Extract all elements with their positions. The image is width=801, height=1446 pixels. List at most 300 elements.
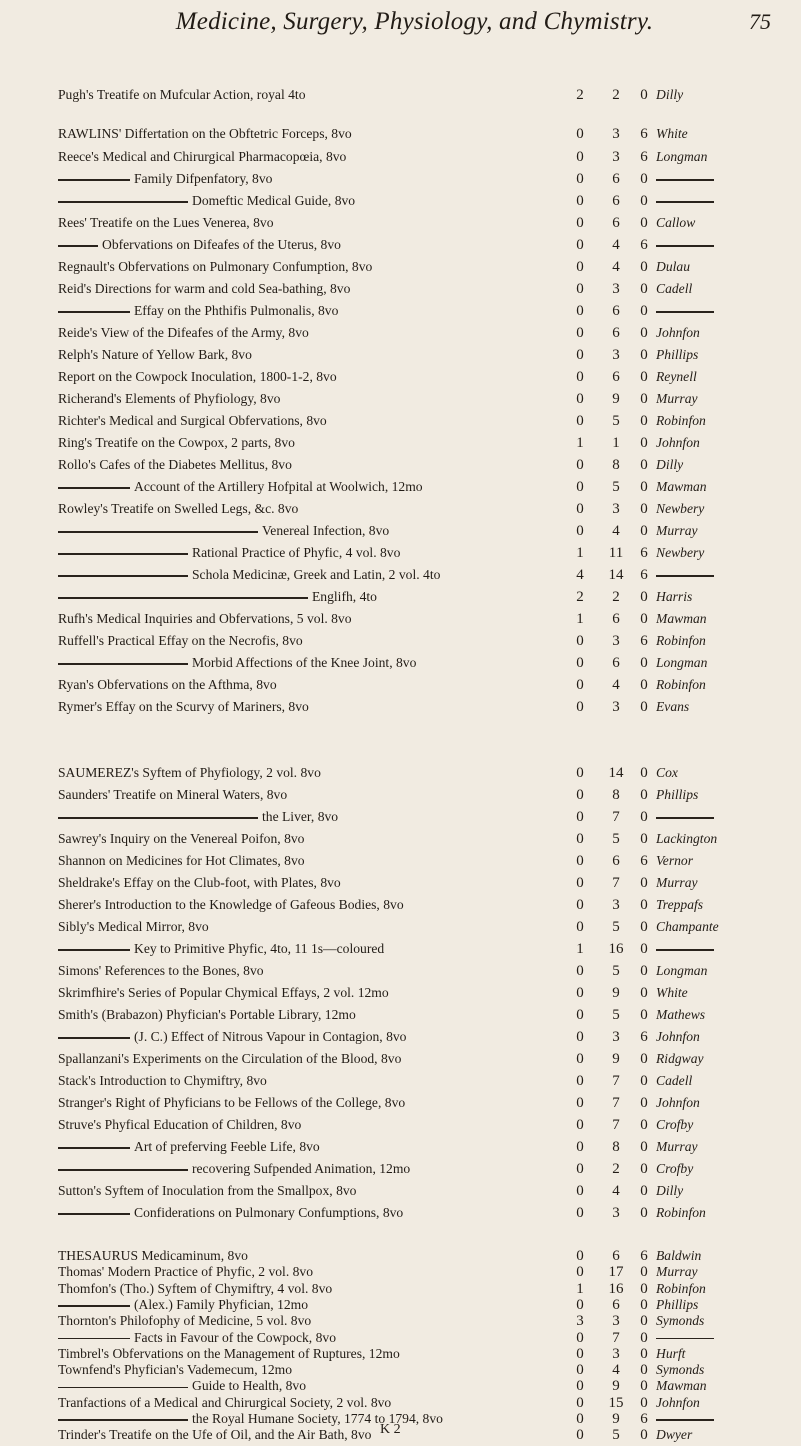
price-pounds: 0 — [576, 1378, 584, 1395]
catalogue-row — [0, 828, 801, 850]
price-shillings: 4 — [612, 1183, 620, 1199]
price-pence: 0 — [640, 1345, 648, 1362]
price-pence: 6 — [640, 237, 648, 253]
catalogue-row — [0, 982, 801, 1004]
catalogue-row — [0, 1092, 801, 1114]
entry-description — [58, 960, 578, 982]
entry-description — [58, 784, 578, 806]
price-shillings: 6 — [612, 369, 620, 385]
catalogue-row — [0, 960, 801, 982]
entry-description — [58, 674, 578, 696]
publisher: Robinfon — [656, 1205, 706, 1220]
publisher: Murray — [656, 523, 698, 538]
price-pounds: 0 — [576, 325, 584, 341]
entry-description — [58, 652, 578, 674]
price-pence: 0 — [640, 281, 648, 297]
price-pence: 0 — [640, 303, 648, 319]
price-shillings: 6 — [612, 611, 620, 627]
price-shillings: 2 — [612, 87, 620, 103]
catalogue-row — [0, 256, 801, 278]
catalogue-row — [0, 476, 801, 498]
publisher: Johnfon — [656, 1095, 700, 1110]
entry-description — [58, 696, 578, 718]
entry-title: Shannon on Medicines for Hot Climates, 8vo — [58, 853, 305, 868]
price-shillings: 6 — [612, 303, 620, 319]
publisher: Ridgway — [656, 1051, 704, 1066]
price-pence: 0 — [640, 699, 648, 715]
ditto-rule — [58, 531, 258, 533]
price-pounds: 4 — [576, 567, 584, 583]
price-pounds: 0 — [576, 699, 584, 715]
catalogue-row — [0, 1297, 801, 1313]
entry-title: Trinder's Treatife on the Ufe of Oil, and the Air Bath, 8vo — [58, 1427, 372, 1443]
entry-description — [58, 1070, 578, 1092]
price-pence: 0 — [640, 941, 648, 957]
catalogue-row — [0, 366, 801, 388]
catalogue-row — [0, 1378, 801, 1394]
entry-description — [58, 388, 578, 410]
price-pence: 0 — [640, 457, 648, 473]
price-shillings: 8 — [612, 787, 620, 803]
price-shillings: 14 — [608, 765, 624, 781]
publisher — [656, 564, 796, 586]
publisher: Symonds — [656, 1313, 705, 1329]
ditto-rule — [58, 1169, 188, 1171]
entry-title: Tranfactions of a Medical and Chirurgical Society, 2 vol. 8vo — [58, 1394, 392, 1410]
catalogue-row — [0, 1313, 801, 1329]
entry-description — [58, 1411, 578, 1427]
price-shillings: 6 — [612, 853, 620, 869]
publisher: Crofby — [656, 1161, 694, 1176]
publisher: Crofby — [656, 1117, 694, 1132]
price-pounds: 0 — [576, 215, 584, 231]
price-shillings: 3 — [612, 126, 620, 142]
price-pence: 0 — [640, 765, 648, 781]
catalogue-row — [0, 234, 801, 256]
page-header — [108, 6, 771, 42]
entry-description — [58, 432, 578, 454]
price-pence: 6 — [640, 1411, 648, 1427]
price-shillings: 3 — [612, 149, 620, 165]
price-pounds: 0 — [576, 1427, 584, 1444]
price-pounds: 0 — [576, 655, 584, 671]
ditto-rule — [58, 1147, 130, 1149]
catalogue-row — [0, 1395, 801, 1411]
price-shillings: 5 — [612, 963, 620, 979]
price-pounds: 0 — [576, 1248, 584, 1264]
publisher — [656, 190, 796, 212]
price-shillings: 8 — [612, 457, 620, 473]
ditto-rule — [58, 1419, 188, 1421]
price-shillings: 6 — [612, 193, 620, 209]
publisher: Evans — [656, 699, 690, 714]
price-pounds: 0 — [576, 259, 584, 275]
price-pounds: 0 — [576, 149, 584, 165]
price-pounds: 0 — [576, 369, 584, 385]
price-pence: 0 — [640, 1394, 648, 1411]
catalogue-row — [0, 542, 801, 564]
ditto-rule — [58, 1338, 130, 1340]
price-pence: 0 — [640, 1362, 648, 1379]
entry-title: Effay on the Phthifis Pulmonalis, 8vo — [134, 303, 339, 318]
price-pence: 6 — [640, 853, 648, 869]
entry-description — [58, 146, 578, 168]
entry-description — [58, 1004, 578, 1026]
entry-description — [58, 498, 578, 520]
publisher: Newbery — [656, 545, 705, 560]
price-pounds: 0 — [576, 501, 584, 517]
catalogue-row — [0, 1136, 801, 1158]
publisher: Robinfon — [656, 633, 706, 648]
price-pence: 0 — [640, 655, 648, 671]
price-pence: 0 — [640, 875, 648, 891]
price-shillings: 3 — [612, 1313, 620, 1330]
price-pence: 0 — [640, 677, 648, 693]
price-pounds: 0 — [576, 985, 584, 1001]
publisher: Dilly — [656, 1183, 684, 1198]
catalogue-row — [0, 190, 801, 212]
entry-title: the Royal Humane Society, 1774 to 1794, 8vo — [192, 1411, 443, 1426]
price-pounds: 0 — [576, 1139, 584, 1155]
catalogue-row — [0, 1346, 801, 1362]
publisher: White — [656, 985, 688, 1000]
price-pounds: 1 — [576, 435, 584, 451]
publisher — [656, 300, 796, 322]
catalogue-row — [0, 432, 801, 454]
ditto-rule — [58, 949, 130, 951]
publisher: Dwyer — [656, 1427, 693, 1443]
price-pounds: 0 — [576, 677, 584, 693]
entry-description — [58, 608, 578, 630]
publisher: Robinfon — [656, 413, 706, 428]
price-pounds: 0 — [576, 1007, 584, 1023]
price-pence: 0 — [640, 87, 648, 103]
catalogue-row — [0, 1180, 801, 1202]
publisher: Longman — [656, 149, 708, 164]
price-pence: 0 — [640, 1007, 648, 1023]
price-pounds: 0 — [576, 1183, 584, 1199]
price-shillings: 16 — [608, 941, 624, 957]
price-pounds: 0 — [576, 347, 584, 363]
publisher: Phillips — [656, 347, 699, 362]
price-pence: 0 — [640, 1313, 648, 1330]
entry-description — [58, 1026, 578, 1048]
entry-title: SAUMEREZ's Syftem of Phyfiology, 2 vol. 8vo — [58, 765, 321, 780]
entry-title: Guide to Health, 8vo — [192, 1378, 307, 1394]
price-pence: 6 — [640, 545, 648, 561]
publisher: Robinfon — [656, 1280, 706, 1296]
price-pounds: 0 — [576, 897, 584, 913]
publisher: Longman — [656, 655, 708, 670]
catalogue-row — [0, 652, 801, 674]
catalogue-row — [0, 762, 801, 784]
entry-title: Rees' Treatife on the Lues Venerea, 8vo — [58, 215, 274, 230]
catalogue-row — [0, 498, 801, 520]
publisher: Johnfon — [656, 1029, 700, 1044]
entry-title: Smith's (Brabazon) Phyfician's Portable Library, 12mo — [58, 1007, 356, 1022]
catalogue-row — [0, 146, 801, 168]
publisher: Dilly — [656, 457, 684, 472]
price-pence: 0 — [640, 831, 648, 847]
catalogue-row — [0, 784, 801, 806]
price-shillings: 4 — [612, 523, 620, 539]
price-pence: 0 — [640, 1264, 648, 1281]
price-pence: 0 — [640, 985, 648, 1001]
price-shillings: 6 — [612, 1248, 620, 1264]
entry-description — [58, 1264, 578, 1280]
entry-description — [58, 190, 578, 212]
entry-title: Sherer's Introduction to the Knowledge of Gafeous Bodies, 8vo — [58, 897, 404, 912]
entry-title: Reide's View of the Difeafes of the Army, 8vo — [58, 325, 309, 340]
entry-description — [58, 520, 578, 542]
price-pounds: 0 — [576, 919, 584, 935]
entry-description — [58, 1136, 578, 1158]
ditto-rule — [58, 487, 130, 489]
price-shillings: 3 — [612, 501, 620, 517]
price-shillings: 6 — [612, 171, 620, 187]
price-shillings: 2 — [612, 1161, 620, 1177]
publisher: Murray — [656, 391, 698, 406]
publisher: Johnfon — [656, 325, 700, 340]
publisher-ditto-rule — [656, 1419, 714, 1421]
entry-description — [58, 1378, 578, 1394]
catalogue-row — [0, 1004, 801, 1026]
price-pence: 0 — [640, 1205, 648, 1221]
publisher: Lackington — [656, 831, 718, 846]
price-pounds: 0 — [576, 633, 584, 649]
price-pence: 0 — [640, 215, 648, 231]
catalogue-row — [0, 1026, 801, 1048]
publisher-ditto-rule — [656, 817, 714, 819]
price-pounds: 0 — [576, 1329, 584, 1346]
entry-title: Venereal Infection, 8vo — [262, 523, 390, 538]
catalogue-row — [0, 806, 801, 828]
ditto-rule — [58, 1305, 130, 1307]
catalogue-row — [0, 388, 801, 410]
publisher: Dulau — [656, 259, 690, 274]
price-pence: 0 — [640, 1296, 648, 1313]
entry-description — [58, 212, 578, 234]
price-shillings: 5 — [612, 831, 620, 847]
price-pounds: 0 — [576, 1205, 584, 1221]
price-shillings: 5 — [612, 413, 620, 429]
price-pounds: 0 — [576, 1394, 584, 1411]
entry-description — [58, 916, 578, 938]
entry-description — [58, 1048, 578, 1070]
entry-title: Richerand's Elements of Phyfiology, 8vo — [58, 391, 281, 406]
price-pence: 0 — [640, 787, 648, 803]
entry-description — [58, 410, 578, 432]
catalogue-row — [0, 322, 801, 344]
entry-description — [58, 1281, 578, 1297]
entry-description — [58, 1346, 578, 1362]
entry-description — [58, 476, 578, 498]
entry-title: (J. C.) Effect of Nitrous Vapour in Contagion, 8vo — [134, 1029, 407, 1044]
price-pounds: 0 — [576, 1161, 584, 1177]
page-number: 75 — [749, 9, 771, 34]
publisher: Johnfon — [656, 1394, 700, 1410]
entry-description — [58, 84, 578, 106]
entry-title: Confiderations on Pulmonary Confumptions, 8vo — [134, 1205, 404, 1220]
publisher: Phillips — [656, 787, 699, 802]
price-pounds: 0 — [576, 413, 584, 429]
price-pounds: 0 — [576, 853, 584, 869]
entry-title: Thornton's Philofophy of Medicine, 5 vol. 8vo — [58, 1313, 312, 1329]
catalogue-row — [0, 674, 801, 696]
entry-description — [58, 234, 578, 256]
entry-title: Obfervations on Difeafes of the Uterus, 8vo — [102, 237, 341, 252]
entry-title: Rufh's Medical Inquiries and Obfervations, 5 vol. 8vo — [58, 611, 352, 626]
price-pounds: 0 — [576, 1264, 584, 1281]
entry-title: Reece's Medical and Chirurgical Pharmacopœia, 8vo — [58, 149, 347, 164]
entry-title: Family Difpenfatory, 8vo — [134, 171, 273, 186]
price-shillings: 3 — [612, 1205, 620, 1221]
catalogue-row — [0, 454, 801, 476]
price-pounds: 0 — [576, 1345, 584, 1362]
entry-title: Pugh's Treatife on Mufcular Action, royal 4to — [58, 87, 306, 102]
publisher — [656, 938, 796, 960]
catalogue-row — [0, 1202, 801, 1224]
publisher — [656, 1330, 796, 1346]
publisher: Harris — [656, 589, 693, 604]
price-pence: 0 — [640, 1183, 648, 1199]
catalogue-row — [0, 212, 801, 234]
publisher-ditto-rule — [656, 179, 714, 181]
price-pounds: 0 — [576, 479, 584, 495]
entry-description — [58, 454, 578, 476]
entry-title: Sutton's Syftem of Inoculation from the Smallpox, 8vo — [58, 1183, 357, 1198]
entry-description — [58, 1313, 578, 1329]
price-pounds: 0 — [576, 831, 584, 847]
entry-title: Facts in Favour of the Cowpock, 8vo — [134, 1329, 336, 1345]
price-shillings: 5 — [612, 1007, 620, 1023]
entry-description — [58, 168, 578, 190]
entry-description — [58, 1330, 578, 1346]
ditto-rule — [58, 597, 308, 599]
price-shillings: 9 — [612, 1411, 620, 1427]
entry-title: Sheldrake's Effay on the Club-foot, with Plates, 8vo — [58, 875, 341, 890]
signature-mark: K 2 — [380, 1422, 401, 1437]
price-shillings: 2 — [612, 589, 620, 605]
entry-title: Richter's Medical and Surgical Obfervations, 8vo — [58, 413, 327, 428]
price-pounds: 0 — [576, 457, 584, 473]
price-pence: 6 — [640, 567, 648, 583]
price-pounds: 0 — [576, 1051, 584, 1067]
price-shillings: 1 — [612, 435, 620, 451]
entry-title: Ring's Treatife on the Cowpox, 2 parts, 8vo — [58, 435, 295, 450]
entry-title: Report on the Cowpock Inoculation, 1800-1-2, 8vo — [58, 369, 337, 384]
entry-title: Art of preferving Feeble Life, 8vo — [134, 1139, 320, 1154]
price-shillings: 7 — [612, 1073, 620, 1089]
entry-description — [58, 564, 578, 586]
catalogue-row — [0, 1281, 801, 1297]
price-shillings: 3 — [612, 633, 620, 649]
entry-title: Spallanzani's Experiments on the Circulation of the Blood, 8vo — [58, 1051, 402, 1066]
catalogue-row — [0, 916, 801, 938]
catalogue-row — [0, 894, 801, 916]
publisher-ditto-rule — [656, 245, 714, 247]
price-pence: 0 — [640, 259, 648, 275]
catalogue-row — [0, 123, 801, 145]
catalogue-row — [0, 344, 801, 366]
ditto-rule — [58, 575, 188, 577]
catalogue-row — [0, 278, 801, 300]
price-shillings: 17 — [608, 1264, 624, 1281]
entry-description — [58, 586, 578, 608]
entry-title: Thomfon's (Tho.) Syftem of Chymiftry, 4 vol. 8vo — [58, 1280, 333, 1296]
entry-description — [58, 256, 578, 278]
publisher-ditto-rule — [656, 311, 714, 313]
entry-description — [58, 344, 578, 366]
price-pence: 0 — [640, 1161, 648, 1177]
price-shillings: 4 — [612, 237, 620, 253]
price-pence: 0 — [640, 523, 648, 539]
price-pounds: 0 — [576, 1411, 584, 1427]
price-pence: 6 — [640, 149, 648, 165]
entry-description — [58, 894, 578, 916]
publisher: Murray — [656, 1139, 698, 1154]
ditto-rule — [58, 1387, 188, 1389]
price-pounds: 1 — [576, 545, 584, 561]
price-shillings: 4 — [612, 1362, 620, 1379]
price-pounds: 0 — [576, 193, 584, 209]
entry-title: Account of the Artillery Hofpital at Woolwich, 12mo — [134, 479, 423, 494]
entry-title: Sibly's Medical Mirror, 8vo — [58, 919, 209, 934]
price-pounds: 2 — [576, 589, 584, 605]
entry-description — [58, 762, 578, 784]
price-pence: 0 — [640, 435, 648, 451]
entry-title: recovering Sufpended Animation, 12mo — [192, 1161, 411, 1176]
catalogue-row — [0, 608, 801, 630]
publisher: Phillips — [656, 1296, 699, 1312]
price-pence: 6 — [640, 1029, 648, 1045]
catalogue-row — [0, 168, 801, 190]
publisher: Callow — [656, 215, 696, 230]
price-pence: 6 — [640, 1248, 648, 1264]
price-pounds: 0 — [576, 1296, 584, 1313]
entry-description — [58, 828, 578, 850]
catalogue-row — [0, 410, 801, 432]
price-pounds: 0 — [576, 809, 584, 825]
catalogue-row — [0, 1048, 801, 1070]
price-shillings: 6 — [612, 655, 620, 671]
entry-description — [58, 300, 578, 322]
catalogue-row — [0, 696, 801, 718]
price-shillings: 7 — [612, 1117, 620, 1133]
entry-title: Timbrel's Obfervations on the Management of Ruptures, 12mo — [58, 1345, 400, 1361]
ditto-rule — [58, 553, 188, 555]
entry-description — [58, 1362, 578, 1378]
entry-title: Regnault's Obfervations on Pulmonary Confumption, 8vo — [58, 259, 373, 274]
publisher — [656, 168, 796, 190]
entry-description — [58, 1092, 578, 1114]
entry-description — [58, 938, 578, 960]
publisher: Cadell — [656, 1073, 693, 1088]
entry-title: Stranger's Right of Phyficians to be Fellows of the College, 8vo — [58, 1095, 406, 1110]
ditto-rule — [58, 245, 98, 247]
entry-title: Saunders' Treatife on Mineral Waters, 8vo — [58, 787, 288, 802]
price-shillings: 3 — [612, 347, 620, 363]
price-shillings: 3 — [612, 897, 620, 913]
price-shillings: 4 — [612, 259, 620, 275]
entry-title: Townfend's Phyfician's Vademecum, 12mo — [58, 1362, 292, 1378]
publisher: Mawman — [656, 479, 707, 494]
publisher: Longman — [656, 963, 708, 978]
catalogue-row — [0, 1158, 801, 1180]
price-pence: 0 — [640, 369, 648, 385]
publisher-ditto-rule — [656, 1338, 714, 1340]
catalogue-row — [0, 1114, 801, 1136]
